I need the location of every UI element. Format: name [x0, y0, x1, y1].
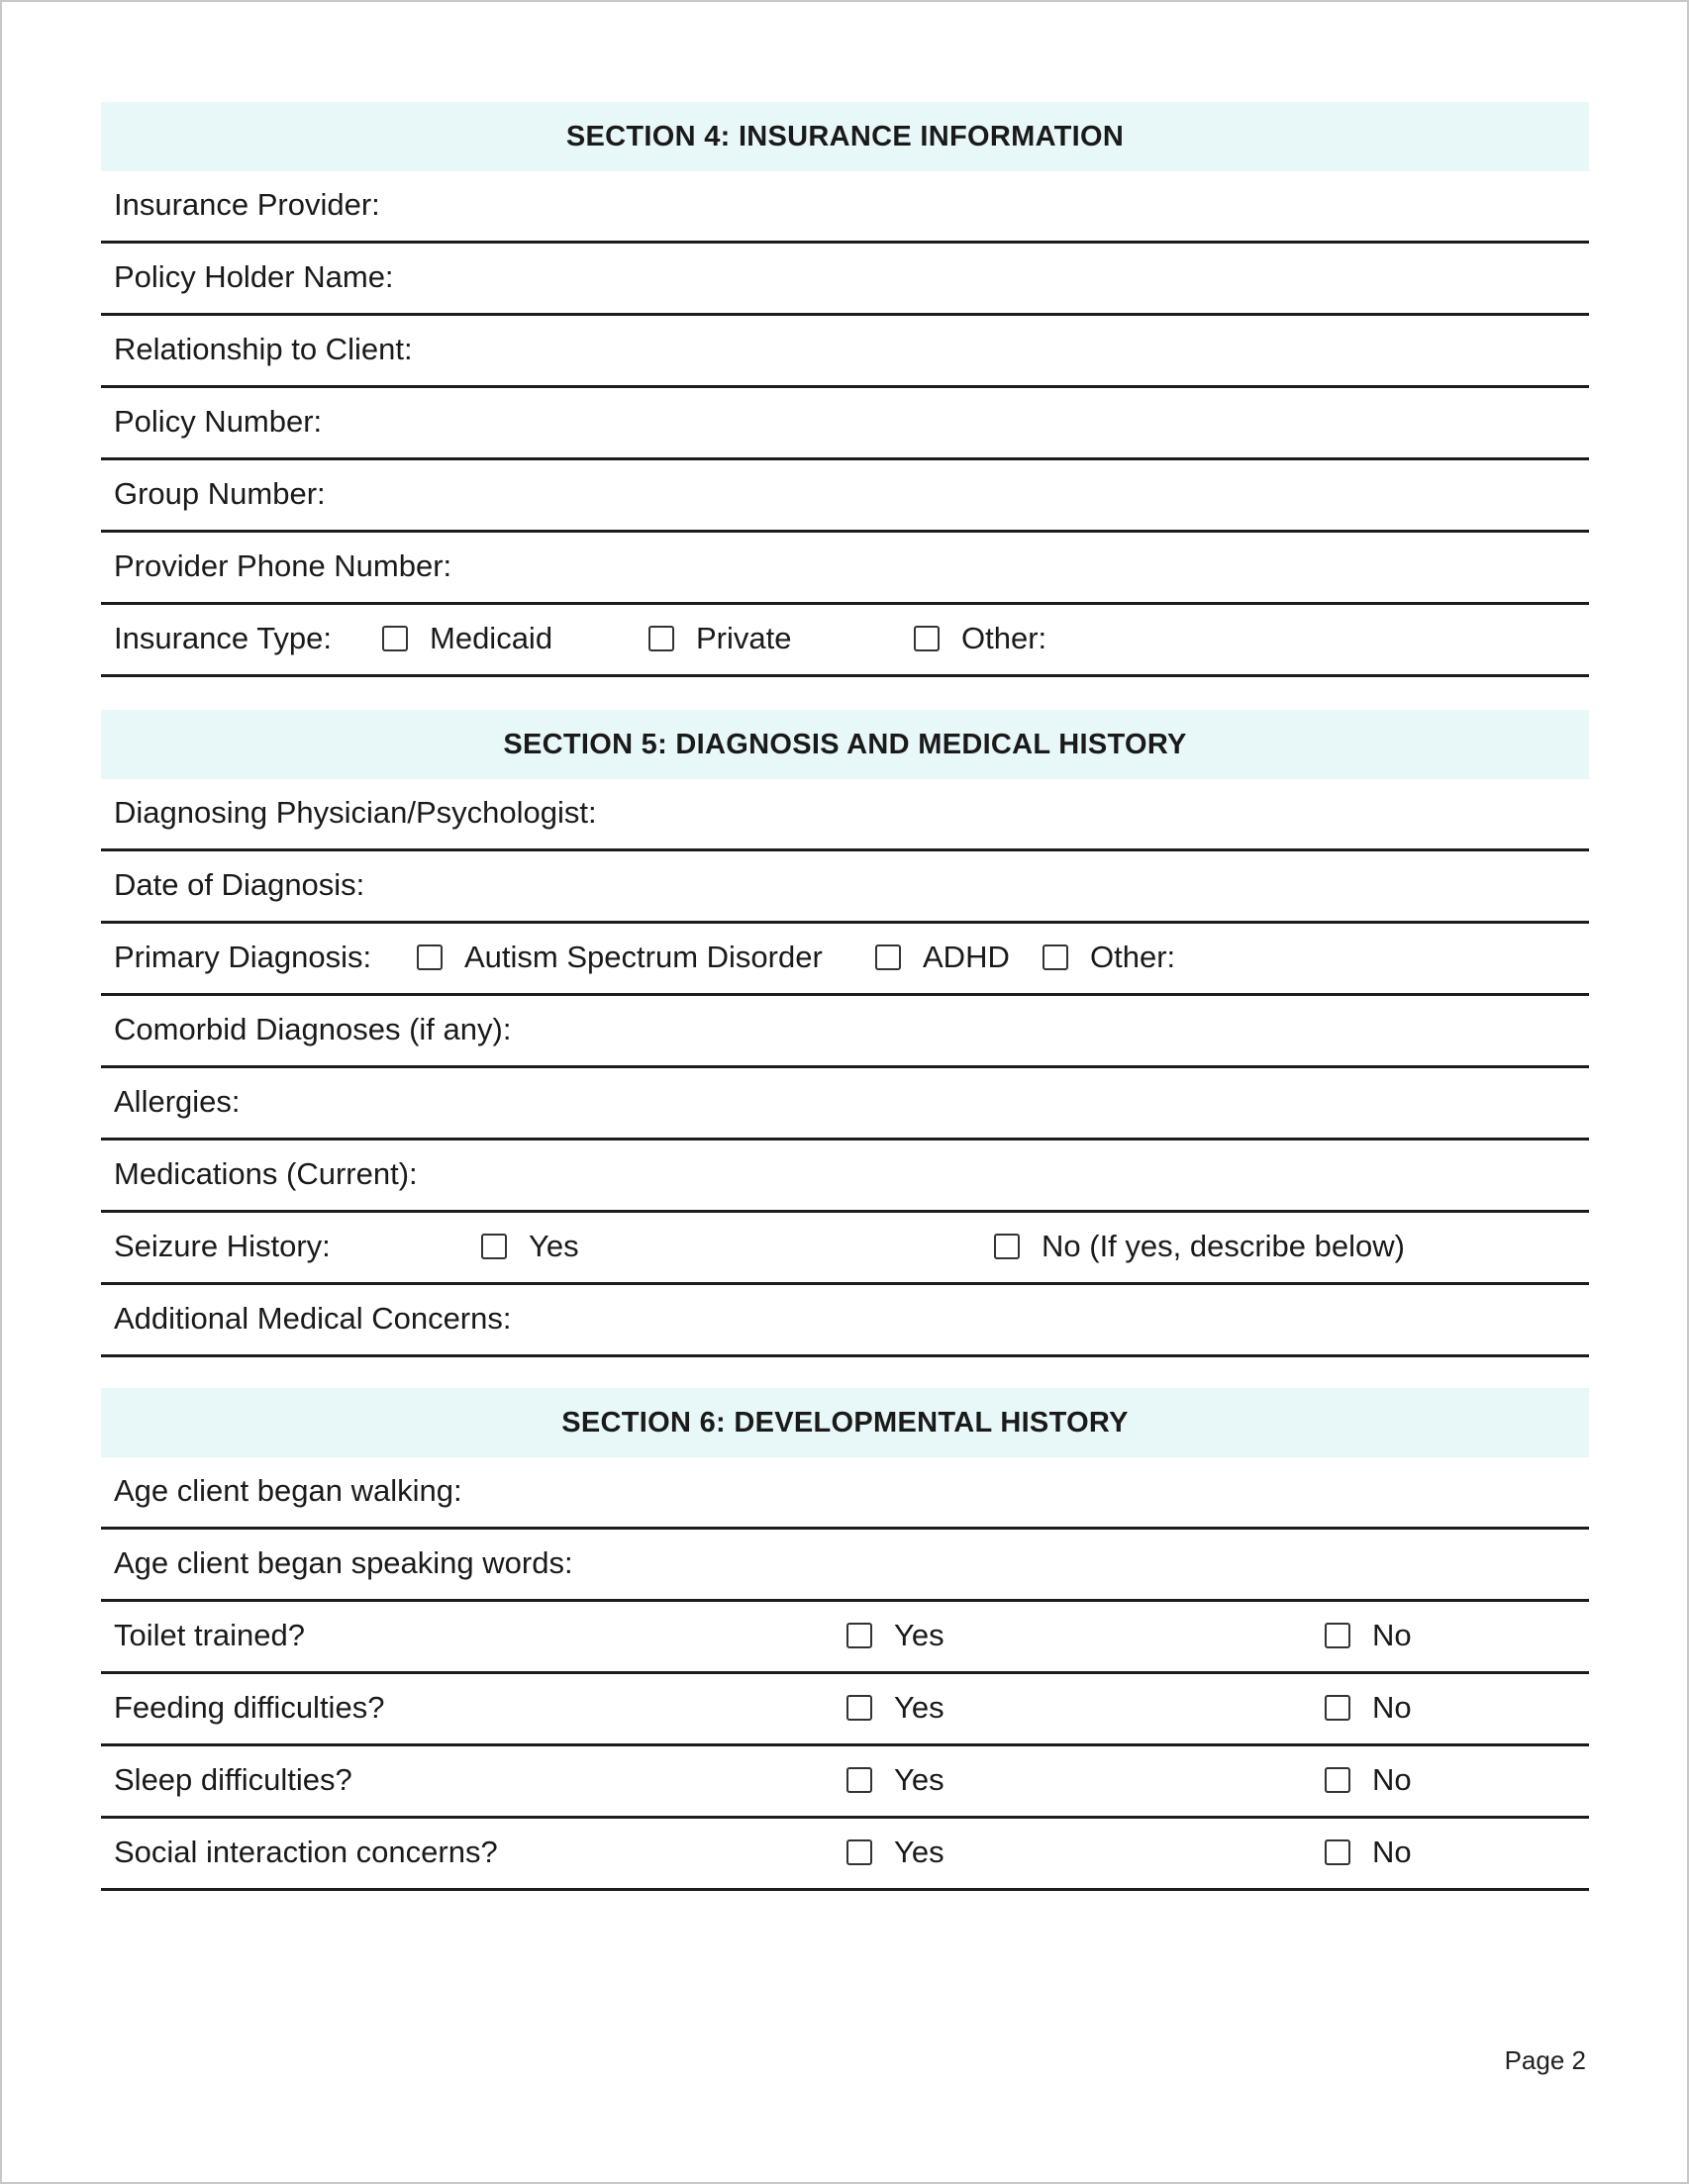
field-label: Policy Holder Name:: [114, 259, 394, 294]
field-primary-diagnosis: [101, 924, 1589, 996]
field-relationship-to-client[interactable]: [101, 316, 1589, 388]
option-adhd[interactable]: [875, 924, 1010, 991]
field-label: Allergies:: [114, 1084, 241, 1119]
question-label: Toilet trained?: [114, 1618, 306, 1652]
section-insurance: [101, 102, 1589, 677]
checkbox[interactable]: [417, 944, 443, 970]
option-label: Autism Spectrum Disorder: [464, 940, 823, 974]
checkbox[interactable]: [994, 1234, 1020, 1259]
option-label: No: [1372, 1618, 1412, 1652]
field-age-speaking[interactable]: [101, 1530, 1589, 1602]
field-label: Insurance Provider:: [114, 187, 380, 222]
field-group-number[interactable]: [101, 460, 1589, 533]
field-label: Primary Diagnosis:: [114, 940, 372, 974]
section-5-title: SECTION 5: DIAGNOSIS AND MEDICAL HISTORY: [101, 710, 1589, 779]
field-medications[interactable]: [101, 1141, 1589, 1213]
option-no[interactable]: [1325, 1602, 1412, 1669]
question-label: Sleep difficulties?: [114, 1762, 352, 1797]
option-yes[interactable]: [846, 1674, 944, 1741]
option-label: Yes: [894, 1835, 944, 1869]
field-label: Diagnosing Physician/Psychologist:: [114, 795, 597, 830]
field-label: Additional Medical Concerns:: [114, 1301, 512, 1336]
field-label: Seizure History:: [114, 1229, 331, 1263]
option-no[interactable]: [1325, 1746, 1412, 1814]
checkbox[interactable]: [846, 1767, 872, 1793]
option-label: Other:: [1090, 940, 1176, 974]
field-comorbid-diagnoses[interactable]: [101, 996, 1589, 1068]
field-label: Provider Phone Number:: [114, 548, 452, 583]
checkbox[interactable]: [875, 944, 901, 970]
option-label: No (If yes, describe below): [1042, 1229, 1405, 1263]
field-label: Age client began speaking words:: [114, 1545, 573, 1580]
option-label: Other:: [961, 621, 1047, 655]
field-insurance-provider[interactable]: [101, 171, 1589, 244]
field-age-walking[interactable]: [101, 1457, 1589, 1530]
option-yes[interactable]: [481, 1213, 579, 1280]
field-label: Relationship to Client:: [114, 332, 413, 366]
option-yes[interactable]: [846, 1746, 944, 1814]
checkbox[interactable]: [648, 626, 674, 651]
question-toilet-trained: [101, 1602, 1589, 1674]
option-label: ADHD: [923, 940, 1010, 974]
field-policy-holder-name[interactable]: [101, 244, 1589, 316]
checkbox[interactable]: [1325, 1839, 1350, 1865]
page-number: Page 2: [1504, 2045, 1586, 2075]
section-4-title: SECTION 4: INSURANCE INFORMATION: [101, 102, 1589, 171]
checkbox[interactable]: [914, 626, 940, 651]
field-label: Medications (Current):: [114, 1156, 418, 1191]
field-seizure-history: [101, 1213, 1589, 1285]
question-label: Feeding difficulties?: [114, 1690, 385, 1725]
option-label: Yes: [894, 1618, 944, 1652]
option-private[interactable]: [648, 605, 791, 672]
question-social-interaction: [101, 1819, 1589, 1891]
field-diagnosing-physician[interactable]: [101, 779, 1589, 851]
field-label: Age client began walking:: [114, 1473, 462, 1508]
option-other[interactable]: [1043, 924, 1175, 991]
field-additional-medical-concerns[interactable]: [101, 1285, 1589, 1357]
checkbox[interactable]: [481, 1234, 507, 1259]
field-insurance-type: [101, 605, 1589, 677]
field-label: Group Number:: [114, 476, 326, 511]
checkbox[interactable]: [846, 1839, 872, 1865]
field-provider-phone[interactable]: [101, 533, 1589, 605]
question-label: Social interaction concerns?: [114, 1835, 498, 1869]
section-diagnosis: [101, 710, 1589, 1357]
option-label: Yes: [894, 1690, 944, 1725]
checkbox[interactable]: [1325, 1623, 1350, 1648]
option-label: Private: [696, 621, 792, 655]
field-label: Comorbid Diagnoses (if any):: [114, 1012, 512, 1046]
option-label: Yes: [894, 1762, 944, 1797]
option-label: Medicaid: [430, 621, 553, 655]
option-other[interactable]: [914, 605, 1046, 672]
checkbox[interactable]: [846, 1695, 872, 1721]
option-no[interactable]: [1325, 1674, 1412, 1741]
question-feeding-difficulties: [101, 1674, 1589, 1746]
section-developmental: [101, 1388, 1589, 1891]
field-label: Insurance Type:: [114, 621, 333, 655]
field-policy-number[interactable]: [101, 388, 1589, 460]
option-label: No: [1372, 1690, 1412, 1725]
checkbox[interactable]: [1325, 1695, 1350, 1721]
field-date-of-diagnosis[interactable]: [101, 851, 1589, 924]
section-6-title: SECTION 6: DEVELOPMENTAL HISTORY: [101, 1388, 1589, 1457]
checkbox[interactable]: [846, 1623, 872, 1648]
checkbox[interactable]: [382, 626, 408, 651]
checkbox[interactable]: [1043, 944, 1068, 970]
checkbox[interactable]: [1325, 1767, 1350, 1793]
field-label: Date of Diagnosis:: [114, 867, 365, 902]
option-medicaid[interactable]: [382, 605, 552, 672]
option-yes[interactable]: [846, 1819, 944, 1886]
field-allergies[interactable]: [101, 1068, 1589, 1141]
option-label: No: [1372, 1762, 1412, 1797]
question-sleep-difficulties: [101, 1746, 1589, 1819]
field-label: Policy Number:: [114, 404, 323, 439]
option-no[interactable]: [1325, 1819, 1412, 1886]
option-label: Yes: [529, 1229, 579, 1263]
option-no[interactable]: [994, 1213, 1405, 1280]
option-label: No: [1372, 1835, 1412, 1869]
option-yes[interactable]: [846, 1602, 944, 1669]
option-autism[interactable]: [417, 924, 823, 991]
